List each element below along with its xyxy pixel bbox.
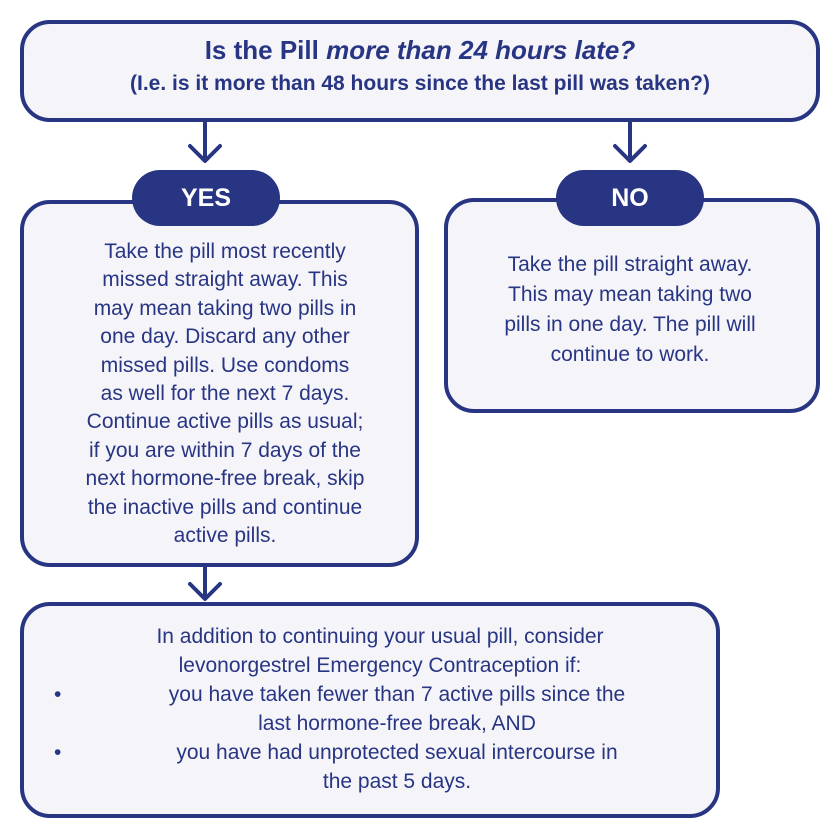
yes-text-line: active pills. — [173, 524, 277, 548]
no-text-line: pills in one day. The pill will — [504, 313, 756, 336]
no-text-line: Take the pill straight away. — [507, 253, 753, 276]
criteria-line: the past 5 days. — [322, 770, 472, 793]
no-text-line: This may mean taking two — [508, 283, 752, 306]
yes-text-line: may mean taking two pills in — [93, 296, 357, 320]
no-text-line: continue to work. — [550, 343, 710, 366]
yes-answer-text — [40, 238, 410, 550]
yes-text-line: Take the pill most recently — [104, 240, 346, 263]
yes-badge: YES — [132, 170, 280, 226]
followup-intro — [40, 622, 720, 680]
followup-intro-line: In addition to continuing your usual pill, consider — [156, 625, 604, 648]
criteria-line: you have had unprotected sexual intercourse in — [176, 741, 618, 764]
yes-text-line: next hormone-free break, skip — [85, 467, 365, 491]
followup-text — [40, 622, 720, 796]
criteria-line: you have taken fewer than 7 active pills since the — [168, 683, 626, 706]
arrow-yes-to-followup — [190, 567, 220, 599]
bullet-marker: • — [54, 741, 62, 764]
no-badge: NO — [556, 170, 704, 226]
question-subtitle: (I.e. is it more than 48 hours since the last pill was taken?) — [130, 72, 710, 95]
yes-text-line: missed pills. Use condoms — [100, 353, 350, 377]
criteria-list — [40, 680, 720, 796]
arrow-question-to-yes — [190, 122, 220, 161]
question-title-prefix: Is the Pill — [204, 35, 319, 65]
yes-text-line: as well for the next 7 days. — [100, 382, 350, 406]
bullet-marker: • — [54, 683, 62, 706]
yes-text-line: the inactive pills and continue — [87, 495, 363, 519]
yes-text-line: Continue active pills as usual; — [86, 410, 364, 434]
criteria-item — [40, 738, 720, 796]
criteria-line: last hormone-free break, AND — [258, 712, 536, 735]
yes-text-line: missed straight away. This — [102, 268, 348, 292]
no-answer-text — [460, 250, 800, 370]
arrow-question-to-no — [615, 122, 645, 161]
yes-text-line: if you are within 7 days of the — [89, 438, 361, 462]
question-title — [40, 34, 800, 66]
followup-intro-line: levonorgestrel Emergency Contraception if: — [178, 654, 582, 677]
question-title-emphasis: more than 24 hours late? — [326, 35, 636, 65]
criteria-item — [40, 680, 720, 738]
yes-text-line: one day. Discard any other — [100, 325, 350, 349]
